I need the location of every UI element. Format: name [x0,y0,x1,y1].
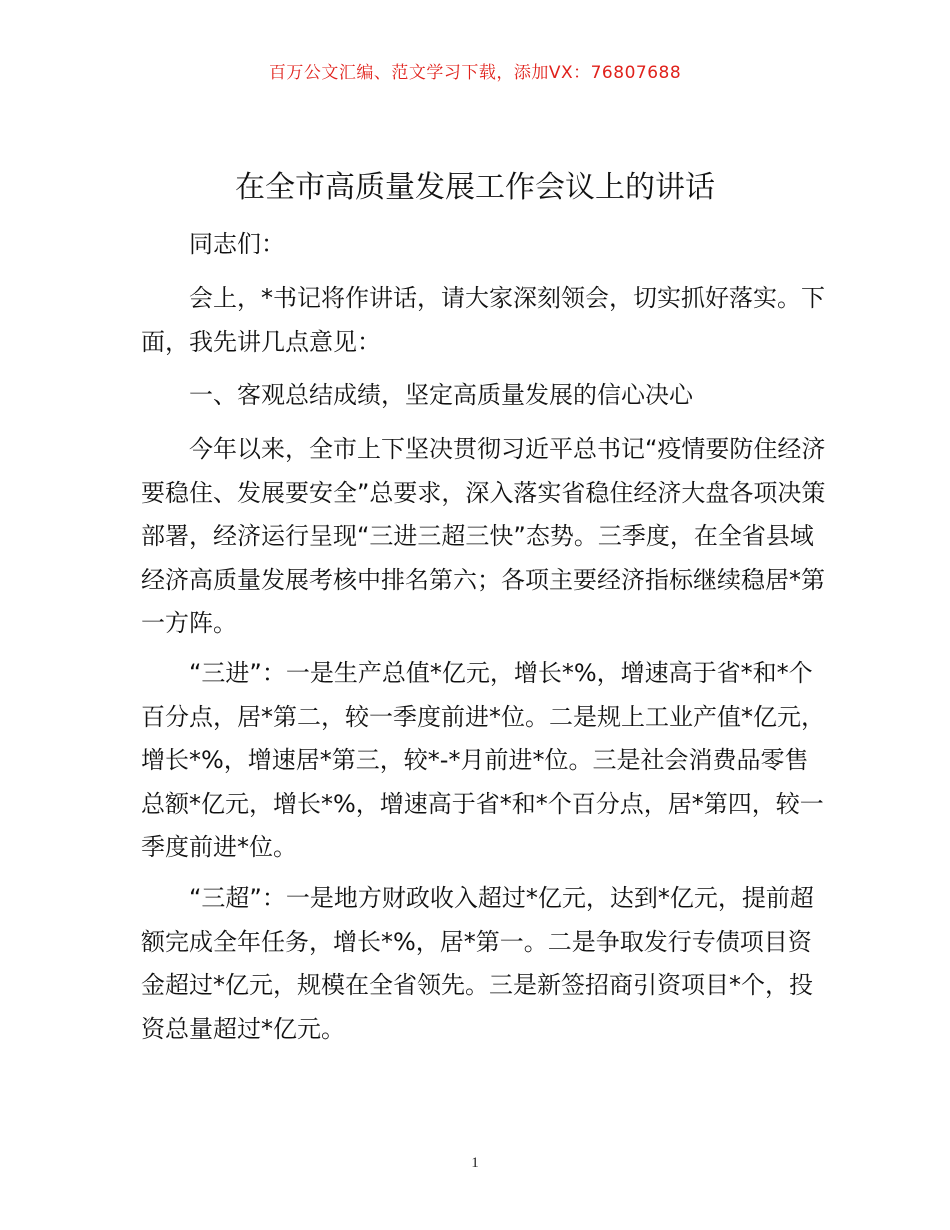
intro-paragraph: 会上，*书记将作讲话，请大家深刻领会，切实抓好落实。下面，我先讲几点意见： [141,284,825,356]
page-number: 1 [471,1155,479,1171]
body-paragraph-overview: 今年以来，全市上下坚决贯彻习近平总书记“疫情要防住经济要稳住、发展要安全”总要求，深入落实省稳住经济大盘各项决策部署，经济运行呈现“三进三超三快”态势。三季度，在全省县域经济高质量发展考核中排名第六；各项主要经济指标继续稳居*第一方阵。 [141,435,826,637]
section-heading: 一、客观总结成绩，坚定高质量发展的信心决心 [189,381,693,409]
document-title: 在全市高质量发展工作会议上的讲话 [235,170,715,205]
salutation-paragraph: 同志们： [189,230,285,258]
body-paragraph-three-advances: “三进”：一是生产总值*亿元，增长*%，增速高于省*和*个百分点，居*第二，较一季度前进*位。二是规上工业产值*亿元，增长*%，增速居*第三，较*-*月前进*位。三是社会消费品零售总额*亿元，增长*%，增速高于省*和*个百分点，居*第四，较一季度前进*位。 [141,659,825,861]
watermark-banner: 百万公文汇编、范文学习下载，添加VX：76807688 [268,63,682,83]
body-paragraph-three-exceeds: “三超”：一是地方财政收入超过*亿元，达到*亿元，提前超额完成全年任务，增长*%，居*第一。二是争取发行专债项目资金超过*亿元，规模在全省领先。三是新签招商引资项目*个，投资总量超过*亿元。 [141,884,814,1043]
